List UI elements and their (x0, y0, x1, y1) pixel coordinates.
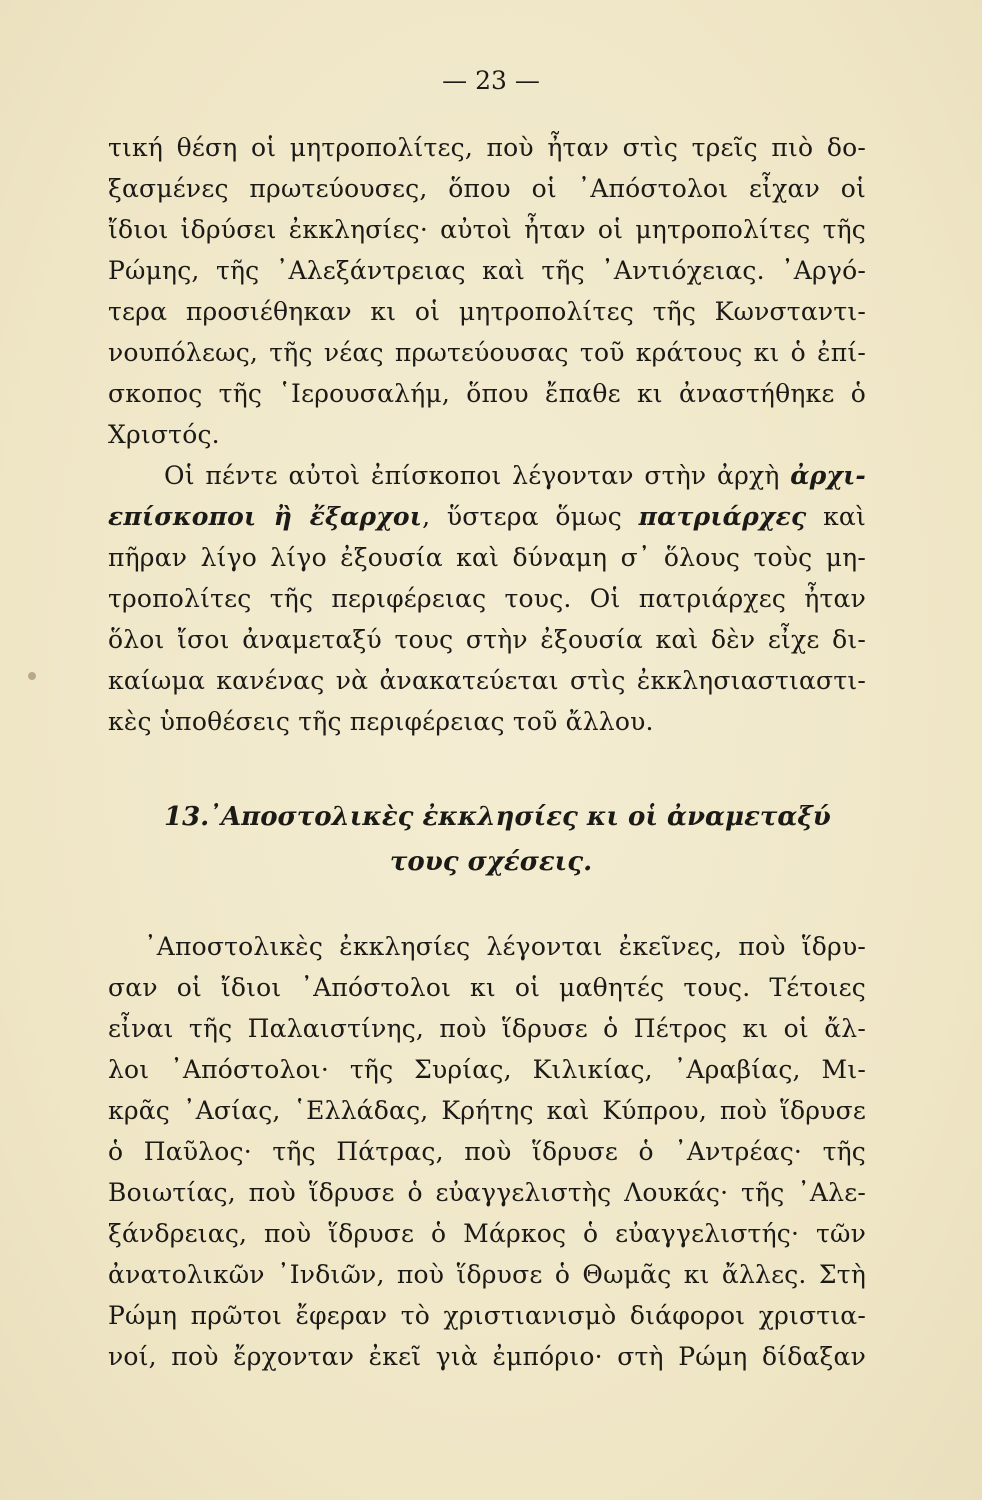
page-number: — 23 — (442, 66, 540, 95)
text-line: πῆραν λίγο λίγο ἐξουσία καὶ δύναμη σ᾿ ὅλους τοὺς μη- (108, 543, 866, 572)
text-line: ὁ Παῦλος· τῆς Πάτρας, ποὺ ἵδρυσε ὁ ᾿Αντρέας· τῆς (108, 1137, 866, 1166)
text-run: καὶ (806, 502, 866, 531)
text-line: ἀνατολικῶν ᾿Ινδιῶν, ποὺ ἵδρυσε ὁ Θωμᾶς κι ἄλλες. Στὴ (108, 1260, 866, 1289)
text-run: Οἱ πέντε αὐτοὶ ἐπίσκοποι λέγονταν στὴν ἀρχὴ (164, 461, 791, 490)
term-archiepiskopoi: ἀρχι- (790, 461, 866, 490)
text-line: νοί, ποὺ ἔρχονταν ἐκεῖ γιὰ ἐμπόριο· στὴ Ρώμη δίδαξαν (108, 1342, 866, 1371)
section-title-line-2: τους σχέσεις. (389, 847, 593, 877)
text-line: εἶναι τῆς Παλαιστίνης, ποὺ ἵδρυσε ὁ Πέτρος κι οἱ ἄλ- (108, 1014, 866, 1043)
text-line: τική θέση οἱ μητροπολίτες, ποὺ ἦταν στὶς τρεῖς πιὸ δο- (108, 133, 866, 162)
text-line: ξασμένες πρωτεύουσες, ὅπου οἱ ᾿Απόστολοι εἶχαν οἱ (108, 174, 866, 203)
section-number: 13. (164, 802, 210, 832)
text-line: Ρώμη πρῶτοι ἔφεραν τὸ χριστιανισμὸ διάφοροι χριστια- (108, 1301, 866, 1330)
text-line: ξάνδρειας, ποὺ ἵδρυσε ὁ Μάρκος ὁ εὐαγγελιστής· τῶν (108, 1219, 866, 1248)
text-line: Χριστός. (108, 420, 220, 449)
margin-dot-mark (28, 672, 36, 680)
text-line: Ρώμης, τῆς ᾿Αλεξάντρειας καὶ τῆς ᾿Αντιόχειας. ᾿Αργό- (108, 256, 866, 285)
section-title-line-1: ᾿Αποστολικὲς ἐκκλησίες κι οἱ ἀναμεταξύ (208, 802, 831, 832)
text-line: ᾿Αποστολικὲς ἐκκλησίες λέγονται ἐκεῖνες, ποὺ ἵδρυ- (144, 932, 866, 961)
text-line: καίωμα κανένας νὰ ἀνακατεύεται στὶς ἐκκλησιαστιαστι- (108, 666, 866, 695)
text-run: , ὕστερα ὅμως (422, 502, 639, 531)
text-line: λοι ᾿Απόστολοι· τῆς Συρίας, Κιλικίας, ᾿Αραβίας, Μι- (108, 1055, 866, 1084)
text-line: τροπολίτες τῆς περιφέρειας τους. Οἱ πατριάρχες ἦταν (108, 584, 866, 613)
text-line (108, 456, 866, 496)
term-patriarches: πατριάρχες (638, 502, 807, 531)
term-exarchoi: επίσκοποι ἢ ἔξαρχοι (108, 502, 423, 531)
text-line: ὅλοι ἴσοι ἀναμεταξύ τους στὴν ἐξουσία καὶ δὲν εἶχε δι- (108, 625, 866, 654)
text-line: σκοπος τῆς ῾Ιερουσαλήμ, ὅπου ἔπαθε κι ἀναστήθηκε ὁ (108, 379, 866, 408)
text-line (108, 497, 866, 537)
text-line: τερα προσιέθηκαν κι οἱ μητροπολίτες τῆς Κωνσταντι- (108, 297, 866, 326)
text-line: σαν οἱ ἴδιοι ᾿Απόστολοι κι οἱ μαθητές τους. Τέτοιες (108, 973, 866, 1002)
text-line: Βοιωτίας, ποὺ ἵδρυσε ὁ εὐαγγελιστὴς Λουκάς· τῆς ᾿Αλε- (108, 1178, 866, 1207)
text-line: κρᾶς ᾿Ασίας, ῾Ελλάδας, Κρήτης καὶ Κύπρου, ποὺ ἵδρυσε (108, 1096, 866, 1125)
text-line: νουπόλεως, τῆς νέας πρωτεύουσας τοῦ κράτους κι ὁ ἐπί- (108, 338, 866, 367)
text-line: κὲς ὑποθέσεις τῆς περιφέρειας τοῦ ἄλλου. (108, 707, 654, 736)
text-line: ἴδιοι ἱδρύσει ἐκκλησίες· αὐτοὶ ἦταν οἱ μητροπολίτες τῆς (108, 215, 866, 244)
